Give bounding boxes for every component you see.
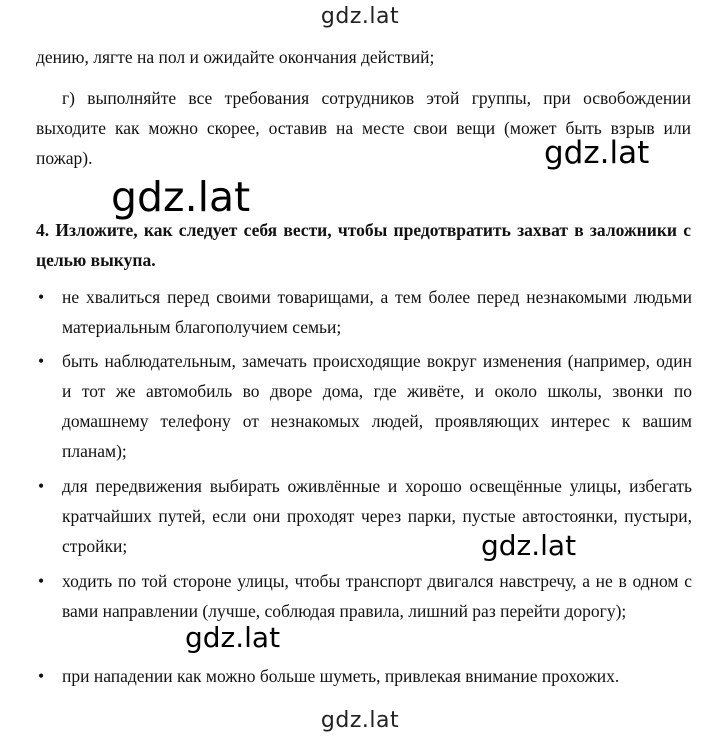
list-item [38, 661, 692, 691]
watermark-top: gdz.lat [320, 4, 400, 29]
list-item-text: для передвижения выбирать оживлённые и хорошо освещённые улицы, избегать кратчайших путей, если они проходят через парки, пустые автостоянки, пустыри, стройки; [62, 476, 692, 556]
bullet-marker: • [38, 351, 45, 371]
bullet-marker: • [38, 666, 45, 686]
list-item-text: не хвалиться перед своими товарищами, а тем более перед незнакомыми людьми материальным благополучием семьи; [62, 287, 692, 337]
bullet-marker: • [38, 571, 45, 591]
bullet-marker: • [38, 287, 45, 307]
list-item [38, 282, 692, 342]
list-item [38, 471, 692, 561]
watermark-inline: gdz.lat [108, 177, 253, 218]
paragraph-g: г) выполняйте все требования сотрудников этой группы, при освобождении выходите как можно скорее, оставив на месте свои вещи (может быть взрыв или пожар). [36, 88, 691, 168]
list-item [38, 566, 692, 626]
watermark-inline: gdz.lat [478, 532, 579, 560]
list-item-text: быть наблюдательным, замечать происходящие вокруг изменения (например, один и тот же автомобиль во дворе дома, где живёте, и около школы, звонки по домашнему телефону от незнакомых людей, проявляющих интерес к вашим планам); [62, 351, 692, 461]
list-item-text: ходить по той стороне улицы, чтобы транспорт двигался навстречу, а не в одном с вами направлении (лучше, соблюдая правила, лишний раз перейти дорогу); [62, 571, 692, 621]
watermark-bottom: gdz.lat [320, 708, 400, 733]
list-item-text: при нападении как можно больше шуметь, привлекая внимание прохожих. [62, 666, 620, 686]
intro-line: дению, лягте на пол и ожидайте окончания действий; [36, 47, 435, 67]
watermark-inline: gdz.lat [182, 624, 283, 652]
list-item [38, 346, 692, 466]
question-heading: 4. Изложите, как следует себя вести, чтобы предотвратить захват в заложники с целью выкупа. [36, 220, 691, 270]
bullet-marker: • [38, 476, 45, 496]
watermark-inline: gdz.lat [541, 138, 652, 169]
